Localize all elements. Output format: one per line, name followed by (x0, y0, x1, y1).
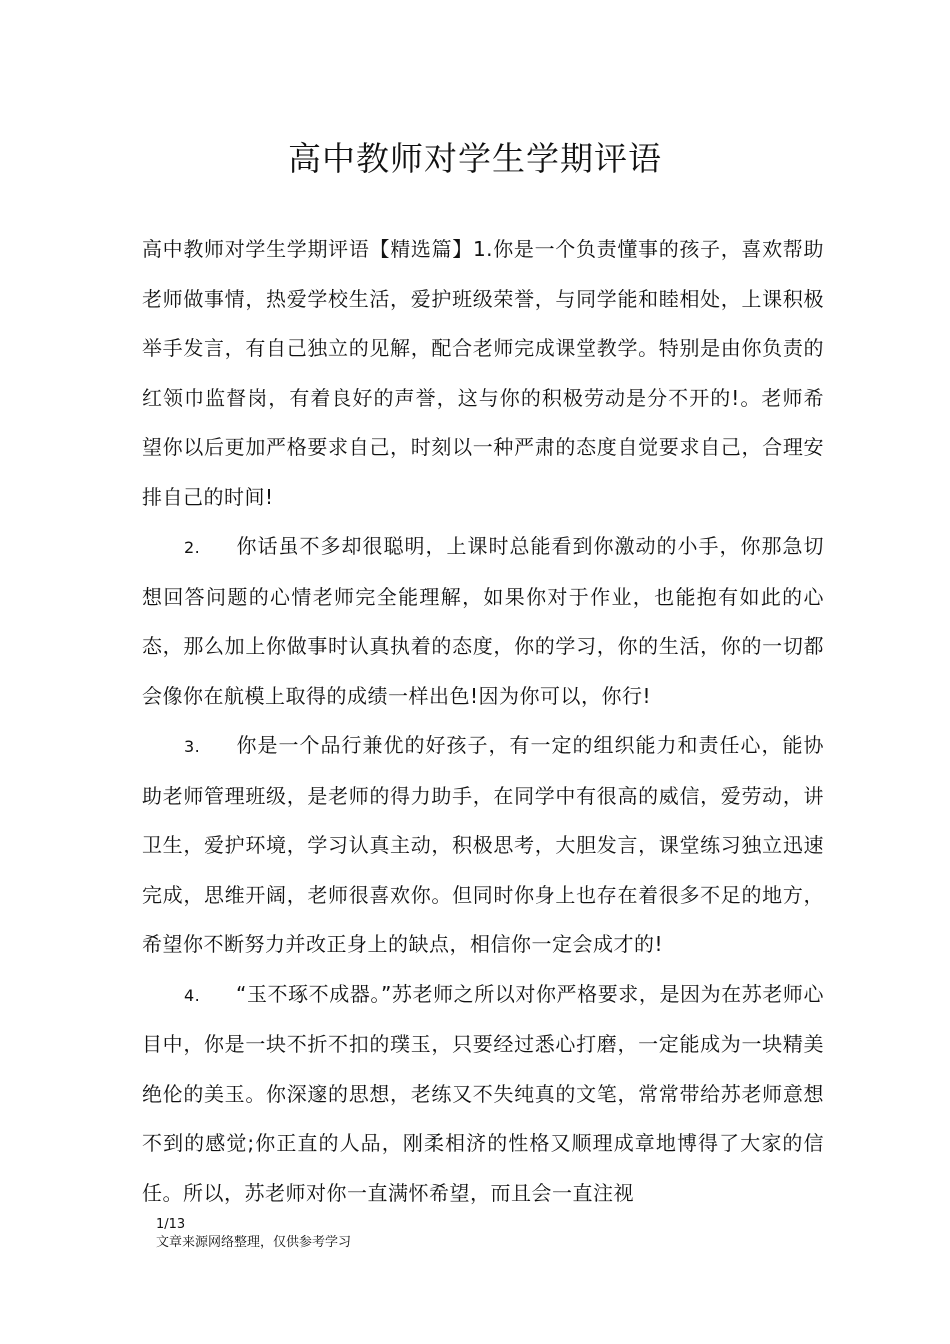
paragraph-2 (142, 522, 824, 721)
paragraph-4-number: 4. (184, 985, 201, 1005)
paragraph-3 (142, 721, 824, 970)
page-footer (156, 1216, 351, 1252)
paragraph-3-number: 3. (184, 737, 201, 756)
paragraph-2-number: 2. (184, 538, 201, 557)
paragraph-4-text: “玉不琢不成器。”苏老师之所以对你严格要求，是因为在苏老师心目中，你是一块不折不扣的璞玉，只要经过悉心打磨，一定能成为一块精美绝伦的美玉。你深邃的思想，老练又不失纯真的文笔，常常带给苏老师意想不到的感觉;你正直的人品，刚柔相济的性格又顺理成章地博得了大家的信任。所以，苏老师对你一直满怀希望，而且会一直注视 (142, 981, 824, 1205)
paragraph-1-text: 高中教师对学生学期评语【精选篇】1.你是一个负责懂事的孩子，喜欢帮助老师做事情，热爱学校生活，爱护班级荣誉，与同学能和睦相处，上课积极举手发言，有自己独立的见解，配合老师完成课堂教学。特别是由你负责的红领巾监督岗，有着良好的声誉，这与你的积极劳动是分不开的!。老师希望你以后更加严格要求自己，时刻以一种严肃的态度自觉要求自己，合理安排自己的时间! (142, 237, 824, 509)
page-number: 1/13 (156, 1217, 186, 1232)
paragraph-4 (142, 970, 824, 1219)
paragraph-3-text: 你是一个品行兼优的好孩子，有一定的组织能力和责任心，能协助老师管理班级，是老师的得力助手，在同学中有很高的威信，爱劳动，讲卫生，爱护环境，学习认真主动，积极思考，大胆发言，课堂练习独立迅速完成，思维开阔，老师很喜欢你。但同时你身上也存在着很多不足的地方，希望你不断努力并改正身上的缺点，相信你一定会成才的! (142, 733, 824, 956)
paragraph-2-text: 你话虽不多却很聪明，上课时总能看到你激动的小手，你那急切想回答问题的心情老师完全能理解，如果你对于作业，也能抱有如此的心态，那么加上你做事时认真执着的态度，你的学习，你的生活，你的一切都会像你在航模上取得的成绩一样出色!因为你可以，你行! (142, 534, 824, 708)
source-note: 文章来源网络整理，仅供参考学习 (156, 1235, 352, 1250)
document-title: 高中教师对学生学期评语 (288, 139, 662, 178)
document-body (142, 225, 824, 1218)
paragraph-1 (142, 225, 824, 522)
